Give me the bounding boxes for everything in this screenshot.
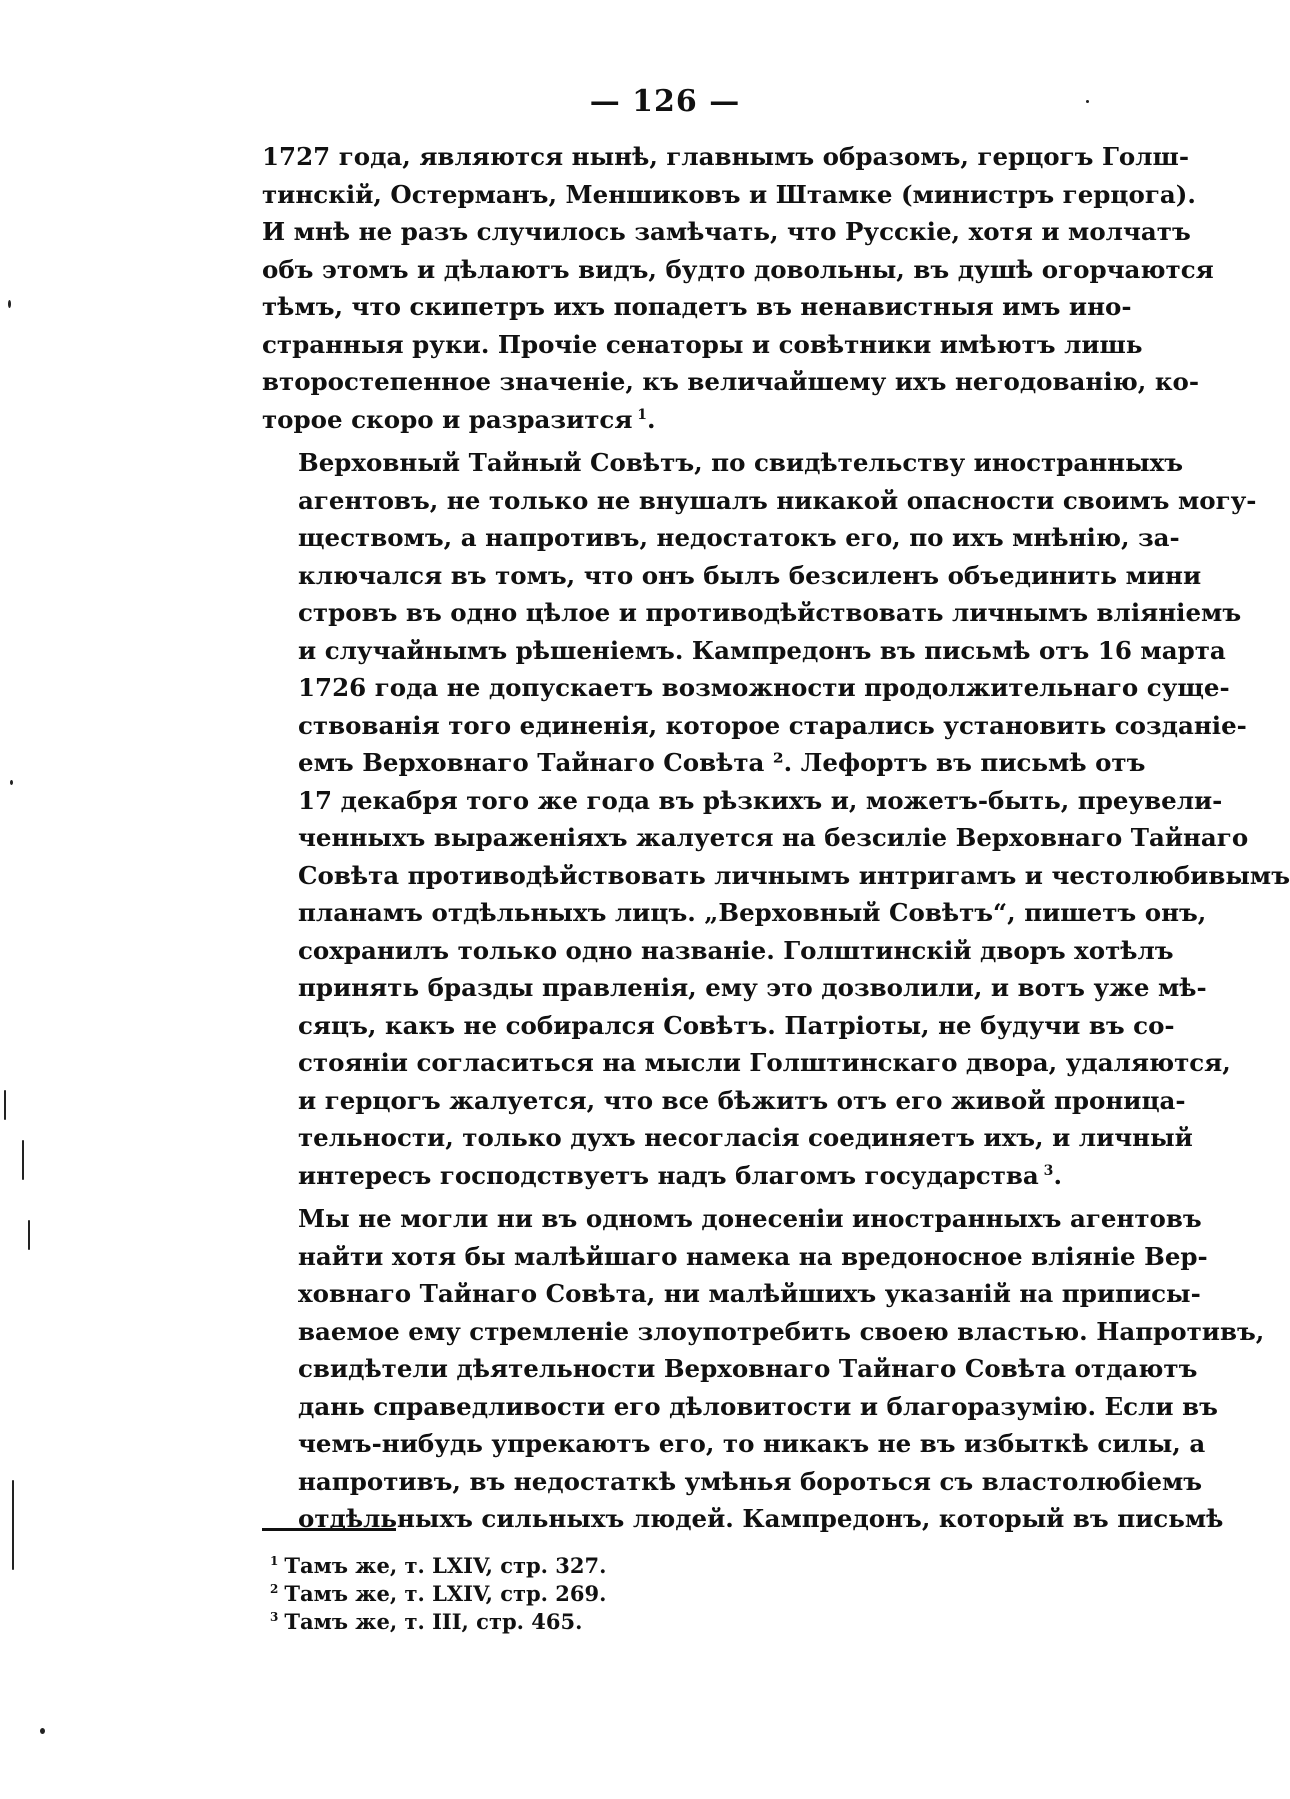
text-line: сохранилъ только одно названіе. Голштинскій дворъ хотѣлъ: [298, 935, 1174, 965]
text-line: дань справедливости его дѣловитости и благоразумію. Если въ: [298, 1391, 1218, 1421]
footnote-mark: 1: [270, 1554, 279, 1568]
footnote: [270, 1552, 870, 1580]
footnote-text: Тамъ же, т. LXIV, стр. 269.: [284, 1581, 607, 1606]
scan-speck: [22, 1140, 24, 1180]
text-line: странныя руки. Прочіе сенаторы и совѣтники имѣютъ лишь: [262, 329, 1143, 359]
footnotes: [270, 1552, 870, 1636]
text-line: 1726 года не допускаетъ возможности продолжительнаго суще-: [298, 673, 1230, 702]
scan-speck: [4, 1090, 6, 1120]
footnote-mark: 3: [270, 1610, 279, 1624]
text-line: 1727 года, являются нынѣ, главнымъ образомъ, герцогъ Голш-: [262, 142, 1190, 171]
text-line: отдѣльныхъ сильныхъ людей. Кампредонъ, который въ письмѣ: [298, 1504, 1224, 1533]
text-line: найти хотя бы малѣйшаго намека на вредоносное вліяніе Вер-: [298, 1241, 1208, 1271]
text-line: свидѣтели дѣятельности Верховнаго Тайнаго Совѣта отдаютъ: [298, 1354, 1198, 1383]
text-line: принять бразды правленія, ему это дозволили, и вотъ уже мѣ-: [298, 973, 1207, 1002]
scan-speck: [28, 1220, 30, 1250]
text-line: ваемое ему стремленіе злоупотребить своею властью. Напротивъ,: [298, 1316, 1265, 1346]
text-line: интересъ господствуетъ надъ благомъ государства $^3$.: [298, 1160, 1062, 1190]
text-line: ключался въ томъ, что онъ былъ безсиленъ объединить мини: [298, 560, 1202, 590]
text-line: стояніи согласиться на мысли Голштинскаго двора, удаляются,: [298, 1048, 1231, 1077]
text-line: объ этомъ и дѣлаютъ видъ, будто довольны, въ душѣ огорчаются: [262, 254, 1214, 284]
footnote-reference: 3: [1038, 1162, 1054, 1179]
text-line: планамъ отдѣльныхъ лицъ. „Верховный Совѣтъ“, пишетъ онъ,: [298, 898, 1207, 927]
scan-speck: [10, 780, 13, 785]
footnote: [270, 1580, 870, 1608]
footnote: [270, 1608, 870, 1636]
footnote-text: Тамъ же, т. LXIV, стр. 327.: [284, 1553, 607, 1578]
text-line: чемъ-нибудь упрекаютъ его, то никакъ не въ избыткѣ силы, а: [298, 1429, 1206, 1458]
footnote-reference: 1: [632, 406, 648, 423]
text-line: емъ Верховнаго Тайнаго Совѣта ². Лефортъ въ письмѣ отъ: [298, 748, 1146, 777]
text-line: тельности, только духъ несогласія соединяетъ ихъ, и личный: [298, 1123, 1193, 1152]
text-line: ченныхъ выраженіяхъ жалуется на безсиліе Верховнаго Тайнаго: [298, 823, 1249, 852]
paragraph: [262, 138, 1214, 438]
main-text: [262, 138, 1290, 1544]
text-line: и случайнымъ рѣшеніемъ. Кампредонъ въ письмѣ отъ 16 марта: [298, 635, 1226, 665]
text-line: стровъ въ одно цѣлое и противодѣйствовать личнымъ вліяніемъ: [298, 598, 1242, 627]
scan-speck: [8, 300, 11, 308]
text-line: тинскій, Остерманъ, Меншиковъ и Штамке (министръ герцога).: [262, 179, 1196, 209]
scan-speck: [40, 1728, 45, 1734]
text-line: 17 декабря того же года въ рѣзкихъ и, можетъ-быть, преувели-: [298, 785, 1223, 815]
paragraph: [262, 1200, 1265, 1538]
scan-speck: [12, 1480, 14, 1570]
footnote-text: Тамъ же, т. III, стр. 465.: [284, 1609, 583, 1634]
text-line: ховнаго Тайнаго Совѣта, ни малѣйшихъ указаній на приписы-: [298, 1279, 1201, 1308]
text-line: ществомъ, а напротивъ, недостатокъ его, по ихъ мнѣнію, за-: [298, 523, 1180, 552]
text-line: сяцъ, какъ не собирался Совѣтъ. Патріоты, не будучи въ со-: [298, 1010, 1175, 1040]
text-line: напротивъ, въ недостаткѣ умѣнья бороться съ властолюбіемъ: [298, 1466, 1203, 1496]
paragraph: [262, 444, 1290, 1194]
text-line: и герцогъ жалуется, что все бѣжитъ отъ его живой проница-: [298, 1085, 1186, 1115]
text-line: Мы не могли ни въ одномъ донесеніи иностранныхъ агентовъ: [298, 1204, 1202, 1233]
text-line: тѣмъ, что скипетръ ихъ попадетъ въ ненавистныя имъ ино-: [262, 292, 1132, 321]
page-number: — 126 —: [589, 84, 741, 119]
text-line: Совѣта противодѣйствовать личнымъ интригамъ и честолюбивымъ: [298, 860, 1290, 890]
text-line: ствованія того единенія, которое старались установить созданіе-: [298, 710, 1247, 740]
text-line: Верховный Тайный Совѣтъ, по свидѣтельству иностранныхъ: [298, 448, 1184, 477]
scan-speck: [1086, 100, 1089, 103]
text-line: второстепенное значеніе, къ величайшему ихъ негодованію, ко-: [262, 367, 1200, 396]
text-line: торое скоро и разразится $^1$.: [262, 404, 656, 434]
footnote-mark: 2: [270, 1582, 279, 1596]
text-line: агентовъ, не только не внушалъ никакой опасности своимъ могу-: [298, 485, 1257, 515]
footnote-separator: [262, 1528, 396, 1531]
text-line: И мнѣ не разъ случилось замѣчать, что Русскіе, хотя и молчатъ: [262, 217, 1191, 246]
